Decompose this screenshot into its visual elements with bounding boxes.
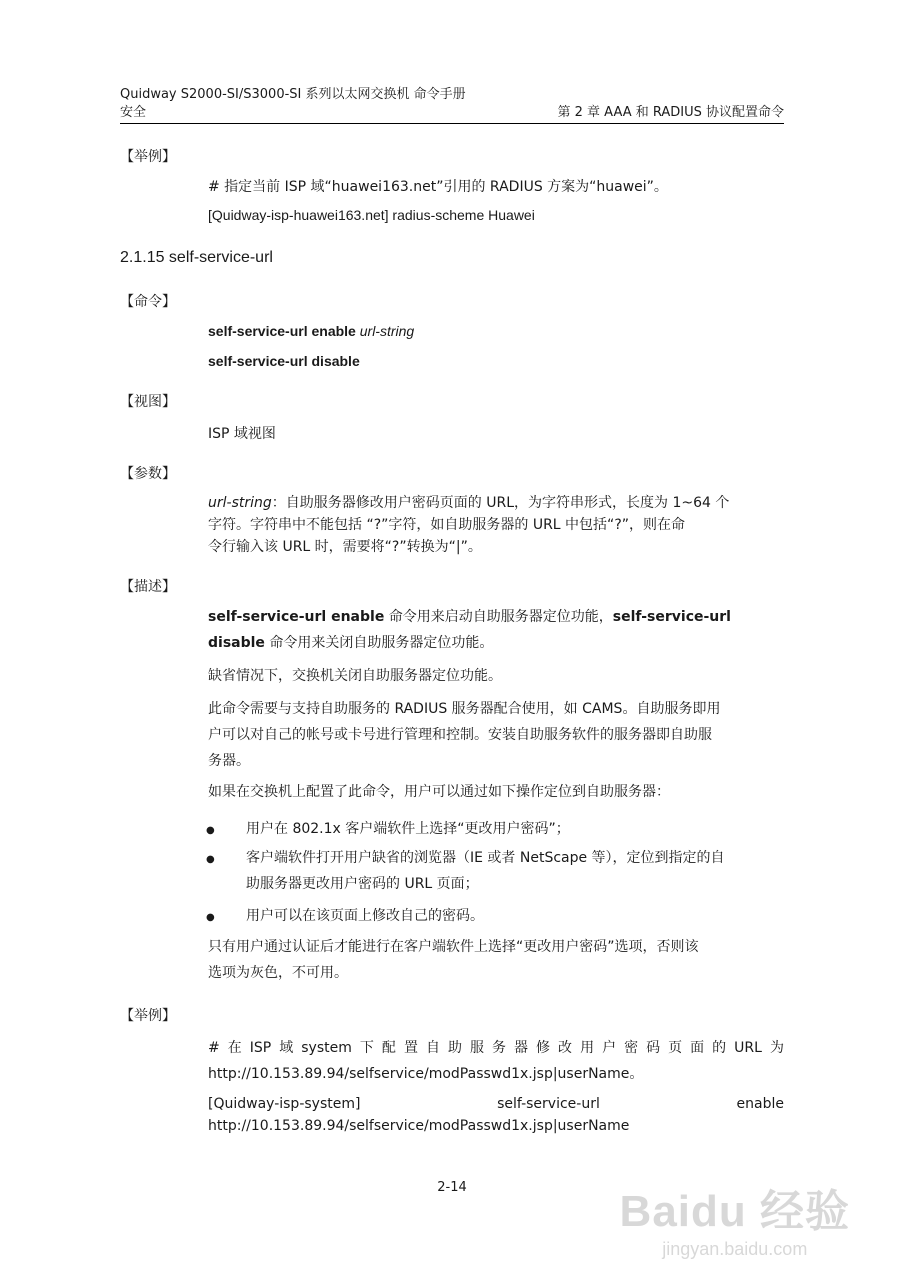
page-number: 2-14 — [437, 1180, 467, 1195]
example-command: [Quidway-isp-system] self-service-url enable http://10.153.89.94/selfservice/modPasswd1x.jsp|userName — [208, 1093, 784, 1137]
description-para-3: 此命令需要与支持自助服务的 RADIUS 服务器配合使用，如 CAMS。自助服务即用 户可以对自己的帐号或卡号进行管理和控制。安装自助服务软件的服务器即自助服 务器。 — [208, 701, 721, 769]
inline-command: self-service-url — [612, 609, 731, 625]
example-command: [Quidway-isp-huawei163.net] radius-scheme Huawei — [208, 207, 535, 223]
example-comment: # 在 ISP 域 system 下 配 置 自 助 服 务 器 修 改 用 户 密 码 页 面 的 URL 为 http://10.153.89.94/selfservice/modPasswd1x.jsp|userName。 — [208, 1035, 784, 1087]
description-para-2: 缺省情况下，交换机关闭自助服务器定位功能。 — [208, 668, 502, 684]
example-label: 【举例】 — [120, 1008, 176, 1024]
baidu-watermark: Baidu 经验 jingyan.baidu.com — [619, 1187, 850, 1259]
header-subtitle: 安全 — [120, 105, 147, 120]
section-heading: 2.1.15 self-service-url — [120, 249, 273, 266]
view-text: ISP 域视图 — [208, 426, 276, 442]
command-syntax-disable: self-service-url disable — [208, 353, 360, 369]
bullet-item: 用户在 802.1x 客户端软件上选择“更改用户密码”； — [246, 821, 570, 837]
parameter-line: 令行输入该 URL 时，需要将“?”转换为“|”。 — [208, 539, 482, 555]
bullet-icon: ● — [206, 854, 215, 865]
command-keyword: self-service-url enable — [208, 323, 356, 339]
inline-command: disable — [208, 635, 265, 651]
parameter-line: 字符。字符串中不能包括 “?”字符，如自助服务器的 URL 中包括“?”，则在命 — [208, 517, 685, 533]
description-para-4: 如果在交换机上配置了此命令，用户可以通过如下操作定位到自助服务器： — [208, 784, 670, 800]
description-para-1: self-service-url enable 命令用来启动自助服务器定位功能，self-service-url disable 命令用来关闭自助服务器定位功能。 — [208, 609, 731, 651]
bullet-icon: ● — [206, 912, 215, 923]
header-title: Quidway S2000-SI/S3000-SI 系列以太网交换机 命令手册 — [120, 87, 466, 102]
example-comment: # 指定当前 ISP 域“huawei163.net”引用的 RADIUS 方案为“huawei”。 — [208, 179, 668, 195]
bullet-item: 用户可以在该页面上修改自己的密码。 — [246, 908, 484, 924]
header-rule — [120, 123, 784, 124]
view-label: 【视图】 — [120, 394, 176, 410]
justified-line: # 在 ISP 域 system 下 配 置 自 助 服 务 器 修 改 用 户 密 码 页 面 的 URL 为 — [208, 1040, 784, 1056]
command-argument: url-string — [355, 323, 415, 339]
description-para-5: 只有用户通过认证后才能进行在客户端软件上选择“更改用户密码”选项，否则该 选项为灰色，不可用。 — [208, 939, 699, 981]
parameter-label: 【参数】 — [120, 466, 176, 482]
parameter-line: url-string：自助服务器修改用户密码页面的 URL，为字符串形式，长度为 1~64 个 — [208, 495, 730, 511]
parameter-description — [208, 492, 784, 558]
example-label: 【举例】 — [120, 149, 176, 165]
command-syntax-enable — [208, 323, 414, 339]
inline-command: self-service-url enable — [208, 609, 385, 625]
header-chapter: 第 2 章 AAA 和 RADIUS 协议配置命令 — [557, 105, 784, 120]
bullet-icon: ● — [206, 825, 215, 836]
bullet-item: 客户端软件打开用户缺省的浏览器（IE 或者 NetScape 等），定位到指定的自 助服务器更改用户密码的 URL 页面； — [246, 850, 725, 892]
justified-line: [Quidway-isp-system] self-service-url enable — [208, 1096, 784, 1112]
description-label: 【描述】 — [120, 579, 176, 595]
parameter-name: url-string — [208, 495, 272, 511]
command-label: 【命令】 — [120, 294, 176, 310]
